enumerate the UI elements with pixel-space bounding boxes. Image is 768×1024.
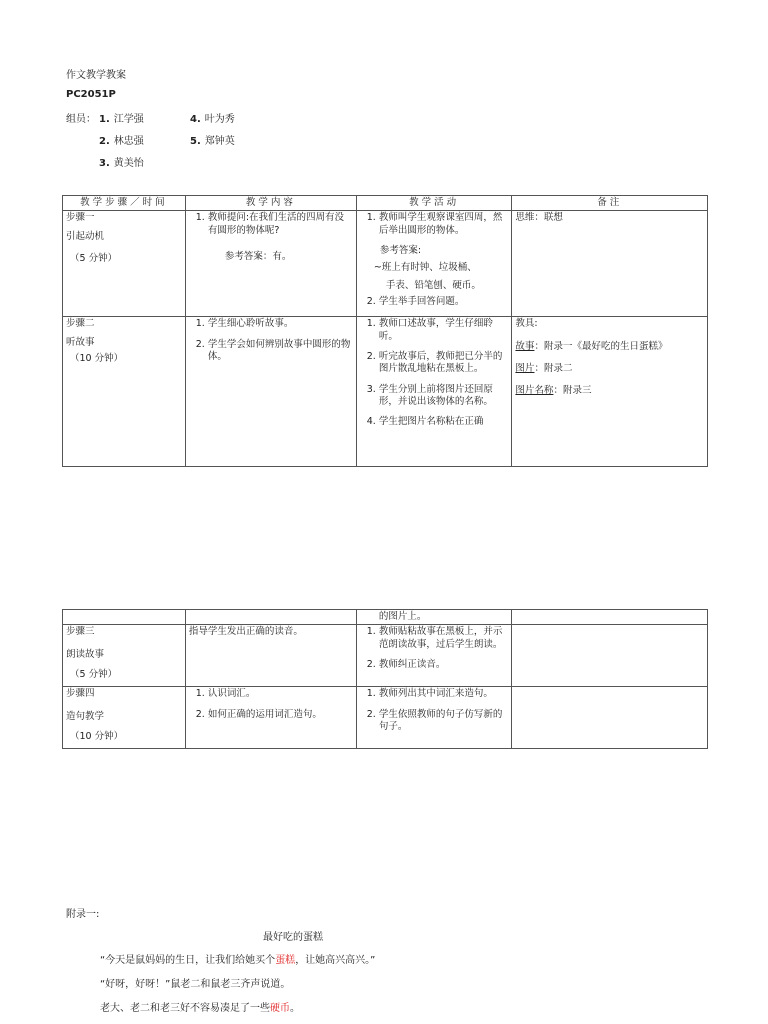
lesson-plan-table-continued bbox=[62, 609, 708, 749]
table-row-step1 bbox=[63, 211, 708, 317]
table-row-step3 bbox=[63, 625, 708, 687]
step3-cell: 步骤三 朗读故事 （5 分钟） bbox=[63, 625, 186, 687]
step3-notes bbox=[512, 625, 708, 687]
step2-activity: 1. 教师口述故事，学生仔细聆听。 2. 听完故事后，教师把已分半的图片散乱地粘在黑板上。 3. 学生分别上前将图片还回原形，并说出该物体的名称。 4. 学生把图片名称粘在正确 bbox=[356, 317, 512, 467]
step1-cell: 步骤一 引起动机 （5 分钟） bbox=[63, 211, 186, 317]
step4-cell: 步骤四 造句教学 （10 分钟） bbox=[63, 687, 186, 749]
document-title: 作文教学教案 bbox=[66, 70, 126, 81]
step1-notes: 思维：联想 bbox=[512, 211, 708, 317]
story-paragraph-2: “好呀，好呀！”鼠老二和鼠老三齐声说道。 bbox=[100, 979, 291, 990]
step1-content: 1. 教师提问:在我们生活的四周有没有圆形的物体呢? 参考答案：有。 bbox=[185, 211, 356, 317]
continued-activity: 的图片上。 bbox=[356, 610, 512, 625]
story-title: 最好吃的蛋糕 bbox=[263, 932, 323, 943]
header-content: 教学内容 bbox=[185, 196, 356, 211]
lesson-plan-table bbox=[62, 195, 708, 467]
header-notes: 备注 bbox=[512, 196, 708, 211]
member-2: 2. 林忠强 bbox=[99, 136, 144, 147]
table-row-step2 bbox=[63, 317, 708, 467]
header-activity: 教学活动 bbox=[356, 196, 512, 211]
table-row-step4 bbox=[63, 687, 708, 749]
step2-content: 1. 学生细心聆听故事。 2. 学生学会如何辨别故事中圆形的物体。 bbox=[185, 317, 356, 467]
step1-activity: 1. 教师叫学生观察课室四周，然后举出圆形的物体。 参考答案: ~班上有时钟、垃圾桶、 手表、铅笔刨、硬币。 2. 学生举手回答问题。 bbox=[356, 211, 512, 317]
step3-activity: 1. 教师贴粘故事在黑板上，并示范朗读故事，过后学生朗读。 2. 教师纠正读音。 bbox=[356, 625, 512, 687]
step4-notes bbox=[512, 687, 708, 749]
member-4: 4. 叶为秀 bbox=[190, 114, 235, 125]
story-paragraph-1: “今天是鼠妈妈的生日，让我们给她买个蛋糕，让她高兴高兴。” bbox=[100, 955, 376, 966]
step2-cell: 步骤二 听故事 （10 分钟） bbox=[63, 317, 186, 467]
step4-content: 1. 认识词汇。 2. 如何正确的运用词汇造句。 bbox=[185, 687, 356, 749]
step4-activity: 1. 教师列出其中词汇来造句。 2. 学生依照教师的句子仿写新的句子。 bbox=[356, 687, 512, 749]
member-3: 3. 黄美怡 bbox=[99, 158, 144, 169]
document-code: PC2051P bbox=[66, 89, 116, 100]
table-header-row bbox=[63, 196, 708, 211]
story-paragraph-3: 老大、老二和老三好不容易凑足了一些硬币。 bbox=[100, 1003, 300, 1014]
appendix-label: 附录一: bbox=[66, 909, 100, 920]
step2-notes: 教具: 故事：附录一《最好吃的生日蛋糕》 图片：附录二 图片名称：附录三 bbox=[512, 317, 708, 467]
table-row-continued bbox=[63, 610, 708, 625]
step3-content: 指导学生发出正确的读音。 bbox=[185, 625, 356, 687]
group-label: 组员： bbox=[66, 114, 96, 125]
member-5: 5. 郑钟英 bbox=[190, 136, 235, 147]
member-1: 1. 江学强 bbox=[99, 114, 144, 125]
header-step-time: 教学步骤／时间 bbox=[63, 196, 186, 211]
